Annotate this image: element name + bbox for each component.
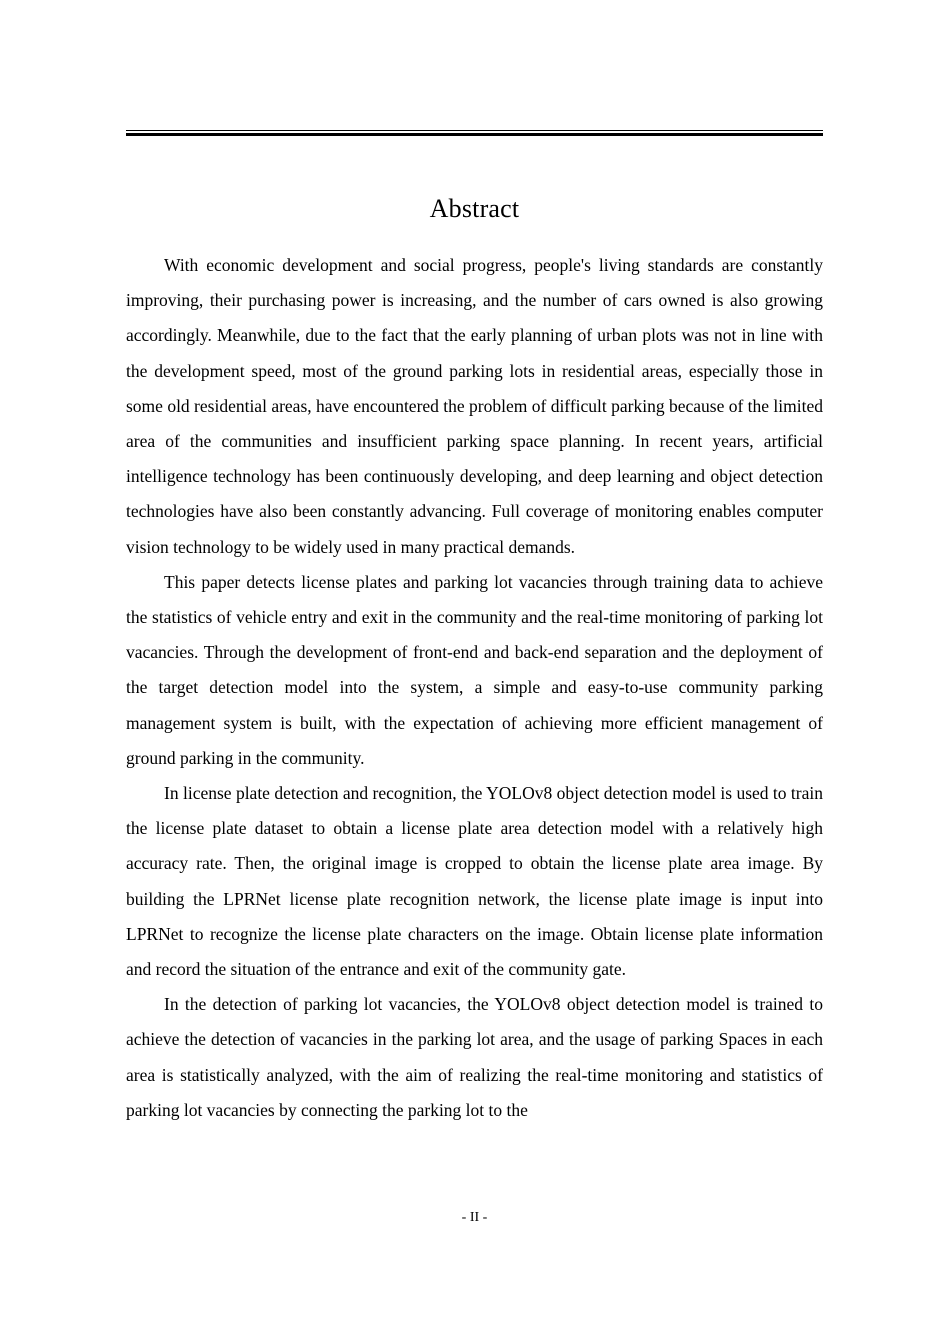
paragraph: In license plate detection and recognition, the YOLOv8 object detection model is used to train the license plate dataset to obtain a license plate area detection model with a relatively high accuracy rate. Then, the original image is cropped to obtain the license plate area image. By building the LPRNet license plate recognition network, the license plate image is input into LPRNet to recognize the license plate characters on the image. Obtain license plate information and record the situation of the entrance and exit of the community gate. — [126, 783, 823, 980]
page-title: Abstract — [429, 194, 520, 224]
paragraph: In the detection of parking lot vacancies, the YOLOv8 object detection model is trained to achieve the detection of vacancies in the parking lot area, and the usage of parking Spaces in each area is statistically analyzed, with the aim of realizing the real-time monitoring and statistics of parking lot vacancies by connecting the parking lot to the — [126, 994, 823, 1120]
paragraph: This paper detects license plates and parking lot vacancies through training data to achieve the statistics of vehicle entry and exit in the community and the real-time monitoring of parking lot vacancies. Through the development of front-end and back-end separation and the deployment of the target detection model into the system, a simple and easy-to-use community parking management system is built, with the expectation of achieving more efficient management of ground parking in the community. — [126, 571, 823, 768]
header-rule-thick-line — [126, 133, 823, 136]
page-number-footer: - II - — [461, 1210, 488, 1225]
header-double-rule — [126, 130, 823, 137]
header-rule-thin-line — [126, 130, 823, 131]
paragraph: With economic development and social progress, people's living standards are constantly improving, their purchasing power is increasing, and the number of cars owned is also growing accordingly. Meanwhile, due to the fact that the early planning of urban plots was not in line with the development speed, most of the ground parking lots in residential areas, especially those in some old residential areas, have encountered the problem of difficult parking because of the limited area of the communities and insufficient parking space planning. In recent years, artificial intelligence technology has been continuously developing, and deep learning and object detection technologies have also been constantly advancing. Full coverage of monitoring enables computer vision technology to be widely used in many practical demands. — [126, 255, 824, 557]
abstract-body — [126, 248, 823, 1128]
